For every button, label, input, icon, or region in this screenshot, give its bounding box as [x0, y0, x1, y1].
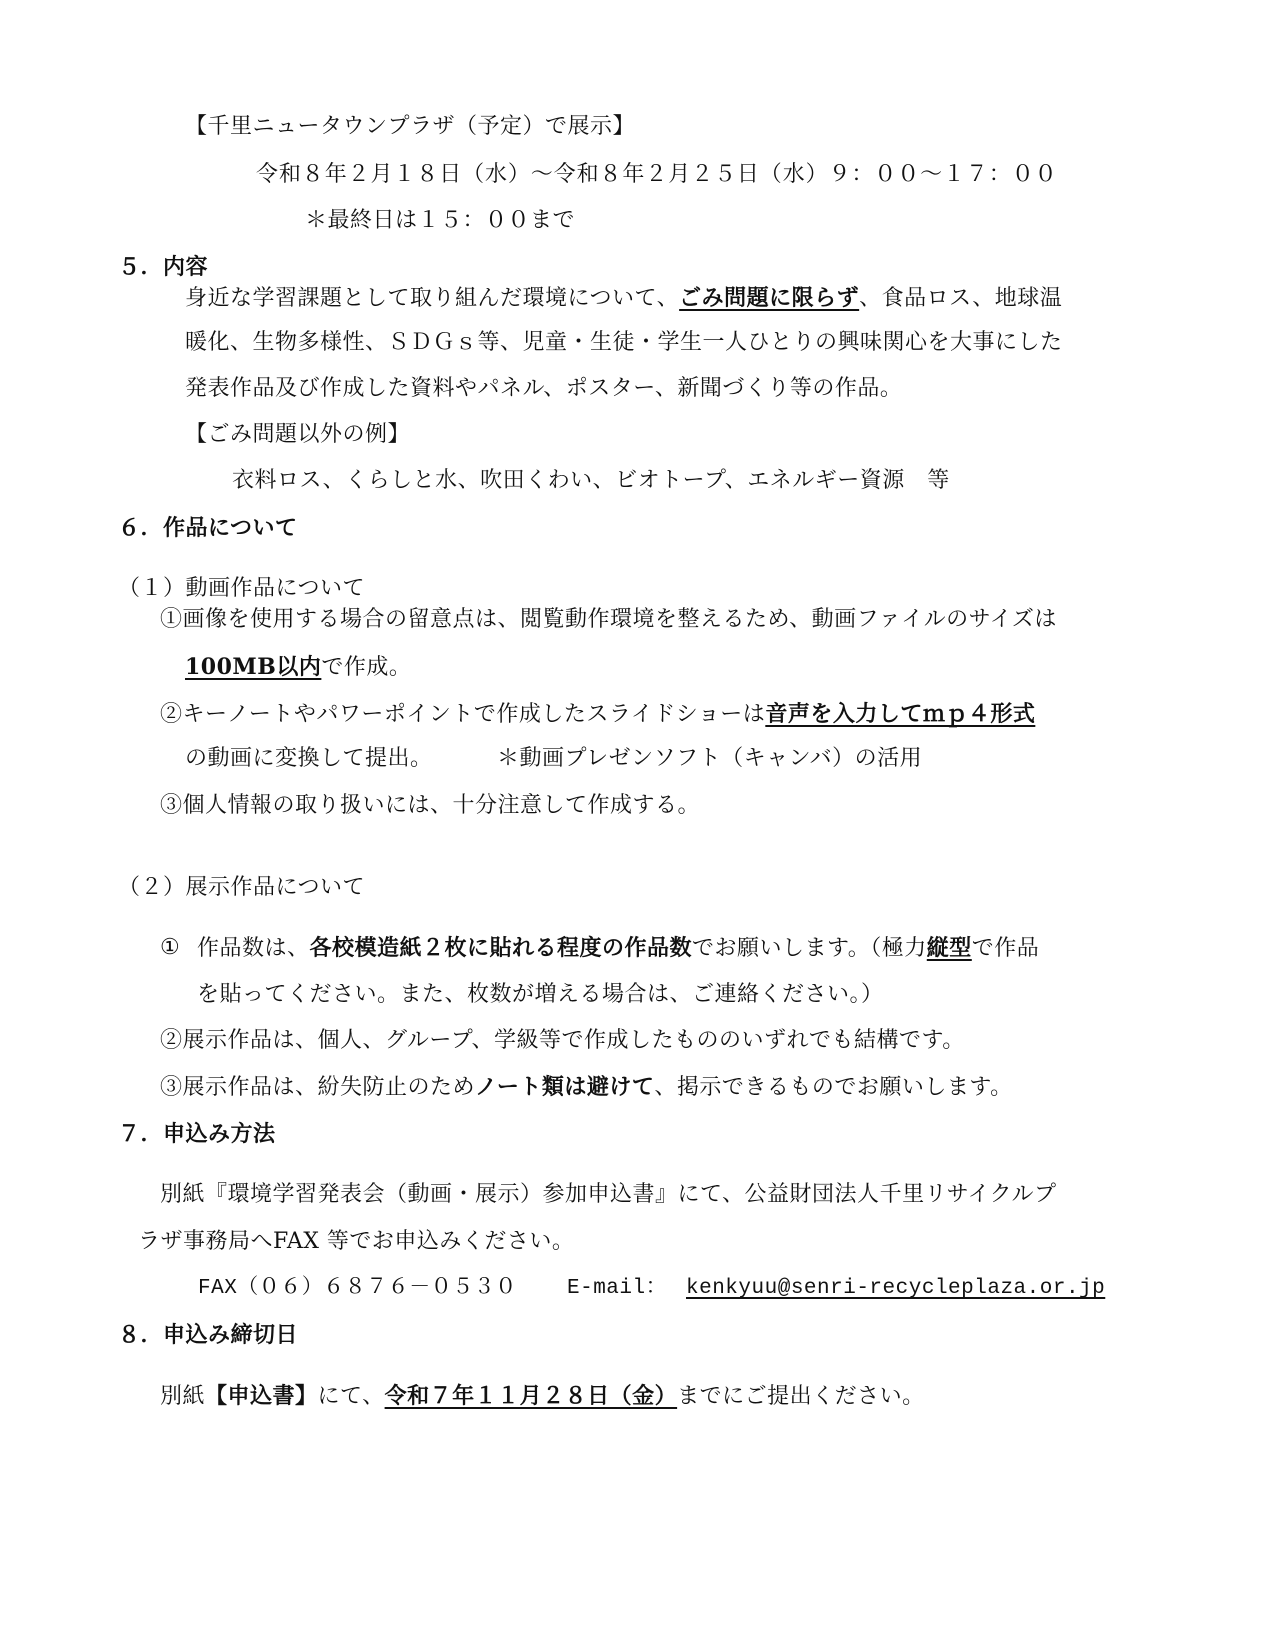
display-item-2: ②展示作品は、個人、グループ、学級等で作成したもののいずれでも結構です。 [160, 1028, 965, 1053]
size-limit: 100MB以内 [185, 654, 322, 680]
s5-example-list: 衣料ロス、くらしと水、吹田くわい、ビオトープ、エネルギー資源 等 [232, 468, 950, 493]
fax-number: FAX（０６）６８７６－０５３０ [198, 1277, 517, 1300]
display-heading: （２）展示作品について [118, 875, 366, 900]
form-name: 【申込書】 [205, 1383, 318, 1409]
deadline-line: 別紙【申込書】にて、令和７年１１月２８日（金）までにご提出ください。 [160, 1383, 925, 1409]
section-5-title: ５．内容 [118, 254, 209, 280]
no-notebooks: ノート類は避けて [475, 1074, 655, 1100]
mp4-format: 音声を入力してｍｐ４形式 [765, 701, 1036, 727]
email-link[interactable]: kenkyuu@senri-recycleplaza.or.jp [686, 1277, 1106, 1300]
video-heading: （１）動画作品について [118, 576, 366, 601]
sheet-count: 各校模造紙２枚に貼れる程度の作品数 [309, 935, 693, 961]
video-item-2: ②キーノートやパワーポイントで作成したスライドショーは音声を入力してｍｐ４形式 [160, 701, 1036, 727]
deadline-date: 令和７年１１月２８日（金） [384, 1383, 678, 1409]
display-item-1: 作品数は、各校模造紙２枚に貼れる程度の作品数でお願いします。（極力縦型で作品 [197, 935, 1040, 961]
s5-line-1: 身近な学習課題として取り組んだ環境について、ごみ問題に限らず、食品ロス、地球温 [185, 285, 1063, 311]
portrait: 縦型 [926, 935, 972, 961]
s7-line-1: 別紙『環境学習発表会（動画・展示）参加申込書』にて、公益財団法人千里リサイクルプ [160, 1182, 1057, 1207]
display-item-3: ③展示作品は、紛失防止のためノート類は避けて、掲示できるものでお願いします。 [160, 1074, 1013, 1100]
plaza-note: ＊最終日は１５：００まで [305, 208, 576, 233]
s5-line-3: 発表作品及び作成した資料やパネル、ポスター、新聞づくり等の作品。 [185, 376, 903, 401]
video-item-1: ①画像を使用する場合の留意点は、閲覧動作環境を整えるため、動画ファイルのサイズは [160, 607, 1057, 632]
s5-example-heading: 【ごみ問題以外の例】 [185, 422, 411, 447]
s7-line-2: ラザ事務局へFAX 等でお申込みください。 [138, 1229, 575, 1254]
email-label: E-mail： [567, 1277, 668, 1300]
video-item-3: ③個人情報の取り扱いには、十分注意して作成する。 [160, 793, 701, 818]
plaza-dates: 令和８年２月１８日（水）～令和８年２月２５日（水）９：００～１７：００ [256, 162, 1058, 187]
video-item-1-cont: 100MB以内で作成。 [185, 654, 412, 680]
section-8-title: ８．申込み締切日 [118, 1322, 299, 1348]
display-item-1-cont: を貼ってください。また、枚数が増える場合は、ご連絡ください。） [197, 982, 884, 1007]
section-7-title: ７．申込み方法 [118, 1121, 276, 1147]
video-item-2-note: ＊動画プレゼンソフト（キャンバ）の活用 [497, 746, 923, 771]
display-item-1-num: ① [160, 935, 181, 960]
s5-line-2: 暖化、生物多様性、ＳＤＧｓ等、児童・生徒・学生一人ひとりの興味関心を大事にした [185, 330, 1063, 355]
plaza-heading: 【千里ニュータウンプラザ（予定）で展示】 [185, 114, 636, 139]
video-item-2-cont: の動画に変換して提出。 [185, 746, 433, 771]
s5-emphasis: ごみ問題に限らず [679, 285, 860, 311]
section-6-title: ６．作品について [118, 515, 298, 541]
